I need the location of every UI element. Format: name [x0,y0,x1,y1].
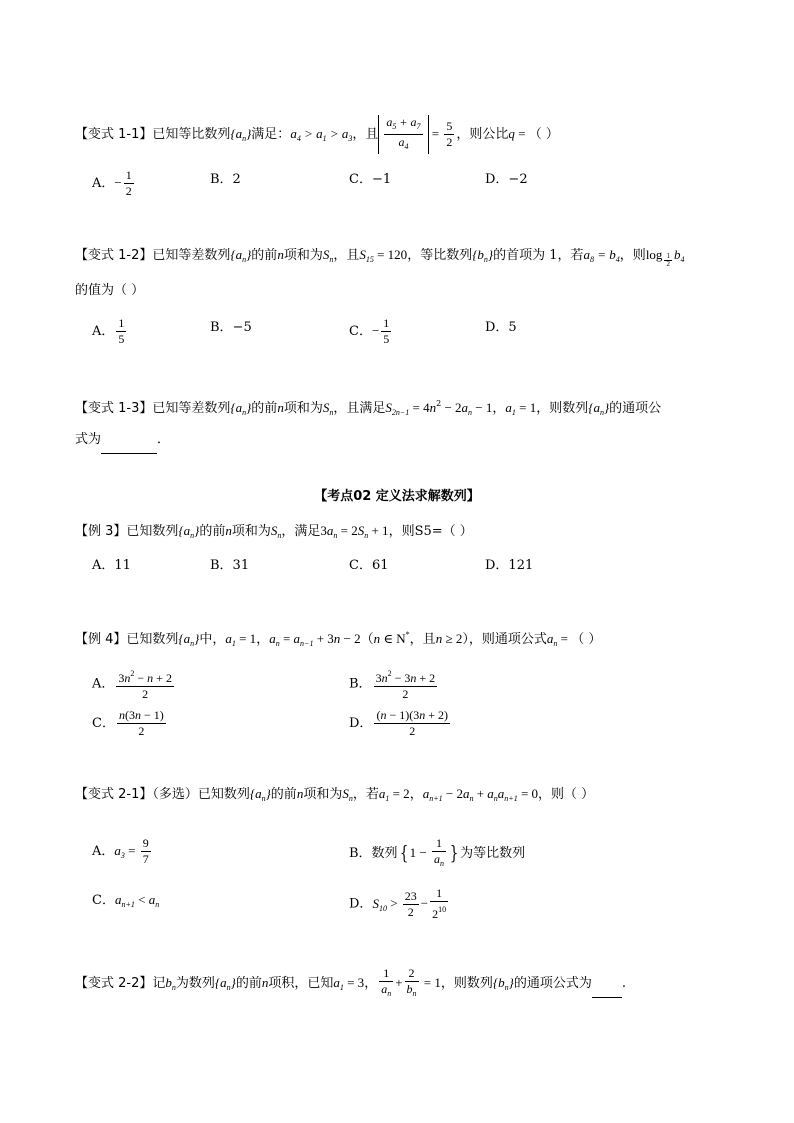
answer-blank [101,431,157,454]
example-3-stem: 【例 3】已知数列$\{a_n\}$的前n项和为$S_n$，满足$3a_n = 2S_n + 1$，则S5=（ ） [75,523,473,540]
stem-text: . [621,976,626,991]
example-4-option-c: C． $\frac{n(3n - 1)}{2}$ [92,708,164,738]
stem-text: 已知数列 [126,632,179,647]
variant-1-2-option-c: C．− $\frac{1}{5}$ [349,316,390,346]
stem-text: ），则通项公式 [462,632,547,647]
stem-text: 的前 [270,787,297,802]
math-fraction: $\frac{5}{2}$ [446,119,453,149]
stem-text: （ ） [528,127,559,142]
option-text: B．数列 [349,846,398,861]
variant-1-1-tag: 【变式 1-1】 [75,127,153,142]
example-4-option-a: A． $\frac{3n^2 - n + 2}{2}$ [92,666,176,702]
stem-text: ，且 [333,248,360,263]
stem-text: 的首项为 1，若 [493,248,584,263]
variant-1-2-line2: 的值为（ ） [75,283,145,298]
stem-text: 中， [199,632,226,647]
stem-text: 的通项公 [609,401,662,416]
stem-text: ，且 [409,632,436,647]
stem-text: 项和为 [231,524,271,539]
stem-text: 项和为 [303,787,343,802]
variant-1-2-stem: 【变式 1-2】已知等差数列$\{a_n\}$的前n项和为$S_n$，且$S_{15} = 120$，等比数列$\{b_n\}$的首项为 1，若$a_8 = b_4$，则log $_{\frac{1}{2}}$ $b_4$ [75,247,685,268]
option-text: 为等比数列 [460,846,526,861]
example-4-stem: 【例 4】已知数列$\{a_n\}$中，$a_1 = 1$，$a_n = a_{n-1} + 3n - 2(n$ ∈ N*，且n ≥ 2），则通项公式$a_n$ = （ ） [75,630,602,648]
stem-text: 的前 [235,976,262,991]
stem-text: ，则数列 [440,976,493,991]
stem-text: 记 [152,976,166,991]
stem-text: 项积，已知 [268,976,334,991]
stem-text: 已知等差数列 [152,401,231,416]
variant-2-1-tag: 【变式 2-1】 [75,787,153,802]
stem-text: ， [492,401,506,416]
example-3-option-b: B．31 [210,558,250,573]
example-3-tag: 【例 3】 [75,524,127,539]
stem-text: 已知等差数列 [152,248,231,263]
math-abs-fraction: $\frac{a_5 + a_7}{a_4}$ [378,115,428,154]
variant-1-3-tag: 【变式 1-3】 [75,401,153,416]
variant-2-1-option-d: D．$S_{10}$ > $\frac{23}{2}$ − $\frac{1}{2^{10}}$ [349,886,447,921]
answer-blank [592,975,622,998]
stem-text: ，则公比 [456,127,509,142]
stem-text: （ [360,632,374,647]
stem-text: ， [364,976,378,991]
stem-text: 满足： [251,127,291,142]
stem-text: ，则S5=（ ） [388,524,473,539]
variant-1-1-option-c: C．−1 [349,172,392,187]
variant-1-2-option-b: B．−5 [210,320,252,335]
example-4-option-b: B． $\frac{3n^2 - 3n + 2}{2}$ [349,666,439,702]
stem-text: ，则数列 [536,401,589,416]
stem-text: 的前 [199,524,226,539]
example-4-option-d: D． $\frac{(n - 1)(3n + 2)}{2}$ [349,708,448,738]
variant-1-2-option-a: A． $\frac{1}{5}$ [92,316,125,346]
example-4-tag: 【例 4】 [75,632,127,647]
variant-2-1-option-a: A．$a_3$ = $\frac{9}{7}$ [92,836,149,866]
variant-1-1-option-b: B．2 [210,172,241,187]
stem-text: 式为 [75,432,102,447]
stem-text: 的通项公式为 [513,976,592,991]
stem-text: 的前 [251,248,278,263]
stem-text: ，且满足 [333,401,386,416]
variant-2-1-option-b: B．数列{ 1 − $\frac{1}{a_n}$ } 为等比数列 [349,836,526,868]
stem-text: ，若 [352,787,379,802]
variant-1-3-stem: 【变式 1-3】已知等差数列$\{a_n\}$的前n项和为$S_n$，且满足$S_{2n-1} = 4n^2 - 2a_n - 1$，$a_1 = 1$，则数列$\{a_n\}$的通项公 [75,399,662,417]
stem-text: ，等比数列 [407,248,473,263]
stem-text: 项和为 [283,401,323,416]
stem-text: （多选）已知数列 [152,787,250,802]
stem-text: 已知数列 [126,524,179,539]
stem-text: ，满足 [281,524,321,539]
stem-text: ，则 [619,248,646,263]
math-seq-a: $\{a_n\}$ [230,126,252,143]
stem-text: ，则（ ） [538,787,595,802]
stem-text: 项和为 [283,248,323,263]
variant-2-2-tag: 【变式 2-2】 [75,976,153,991]
variant-1-3-line2 [75,429,170,454]
stem-text: 的前 [251,401,278,416]
variant-1-1-stem: 【变式 1-1】已知等比数列$\{a_n\}$满足：$a_4 > a_1 > a_3$，且 $\frac{a_5 + a_7}{a_4}$ = $\frac{5}{2}$ ，则公比q = （ ） [75,115,559,154]
math-inequality: $a_4 > a_1 > a_3$ [290,126,353,143]
variant-1-1-option-d: D．−2 [485,172,528,187]
stem-text: ， [409,787,423,802]
stem-text: ， [256,632,270,647]
variant-1-1-option-a: A．− $\frac{1}{2}$ [92,168,132,198]
variant-1-2-tag: 【变式 1-2】 [75,248,153,263]
variant-2-2-stem: 【变式 2-2】记$b_n$为数列$\{a_n\}$的前n项积，已知$a_1 = 3$， $\frac{1}{a_n}$ + $\frac{2}{b_n}$ = 1，则数列$\{b_n\}$的通项公式为 . [75,966,626,998]
variant-1-2-option-d: D．5 [485,320,517,335]
variant-2-1-option-c: C．$a_{n+1} < a_n$ [92,892,160,909]
stem-text: 已知等比数列 [152,127,231,142]
example-3-option-c: C．61 [349,558,389,573]
example-3-option-a: A．11 [92,558,131,573]
stem-text: 为数列 [175,976,215,991]
stem-text: ，且 [352,127,379,142]
stem-text: ． [157,432,171,447]
example-3-option-d: D．121 [485,558,534,573]
stem-text: （ ） [571,632,602,647]
variant-2-1-stem: 【变式 2-1】（多选）已知数列$\{a_n\}$的前n项和为$S_n$，若$a_1 = 2$，$a_{n+1} - 2a_n + a_na_{n+1} = 0$，则（ ） [75,786,595,803]
section-title: 【考点02 定义法求解数列】 [314,489,480,504]
